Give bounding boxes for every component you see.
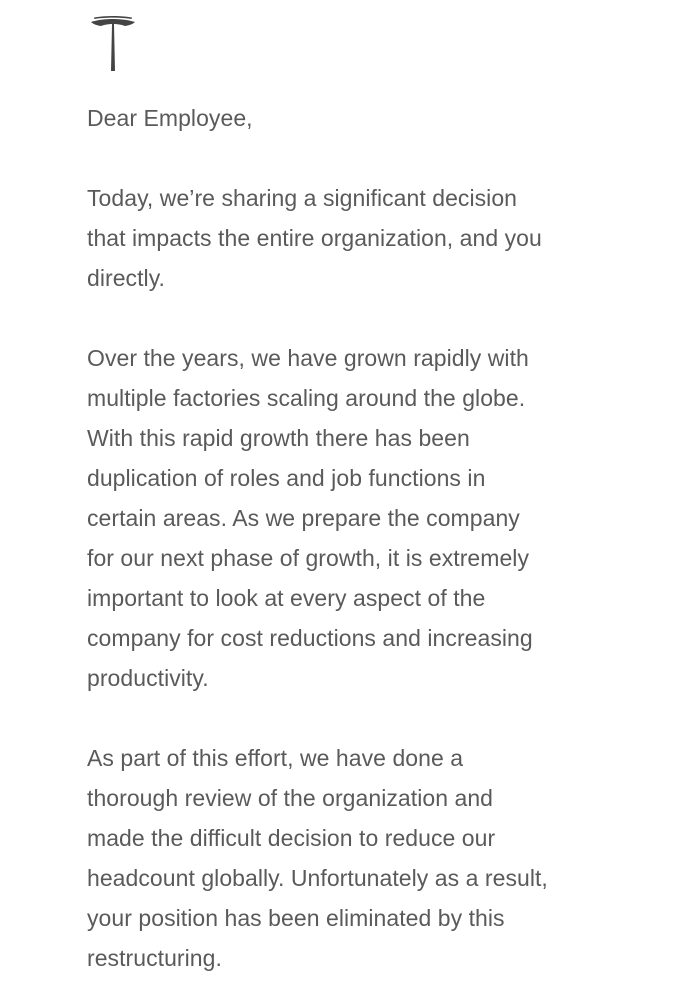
paragraph-line: directly. (87, 265, 165, 291)
paragraph-line: With this rapid growth there has been (87, 425, 470, 451)
paragraph-line: that impacts the entire organization, and you (87, 225, 542, 251)
paragraph-line: certain areas. As we prepare the company (87, 505, 520, 531)
paragraph-line: important to look at every aspect of the (87, 585, 486, 611)
paragraph-line: multiple factories scaling around the globe. (87, 385, 526, 411)
tesla-t-logo-icon (89, 16, 137, 72)
paragraph-2 (87, 338, 647, 698)
paragraph-3 (87, 738, 647, 978)
paragraph-line: duplication of roles and job functions in (87, 465, 486, 491)
paragraph-line: thorough review of the organization and (87, 785, 493, 811)
paragraph-line: As part of this effort, we have done a (87, 745, 464, 771)
paragraph-line: productivity. (87, 665, 209, 691)
paragraph-1 (87, 178, 647, 298)
paragraph-gap (87, 698, 647, 738)
greeting: Dear Employee, (87, 105, 253, 131)
paragraph-line: Today, we’re sharing a significant decision (87, 185, 518, 211)
paragraph-line: headcount globally. Unfortunately as a result, (87, 865, 548, 891)
letter-body (87, 98, 647, 978)
paragraph-line: for our next phase of growth, it is extremely (87, 545, 530, 571)
paragraph-line: your position has been eliminated by this (87, 905, 505, 931)
paragraph-gap (87, 138, 647, 178)
paragraph-line: restructuring. (87, 945, 222, 971)
paragraph-gap (87, 298, 647, 338)
paragraph-line: made the difficult decision to reduce our (87, 825, 496, 851)
paragraph-line: Over the years, we have grown rapidly with (87, 345, 529, 371)
paragraph-line: company for cost reductions and increasing (87, 625, 533, 651)
